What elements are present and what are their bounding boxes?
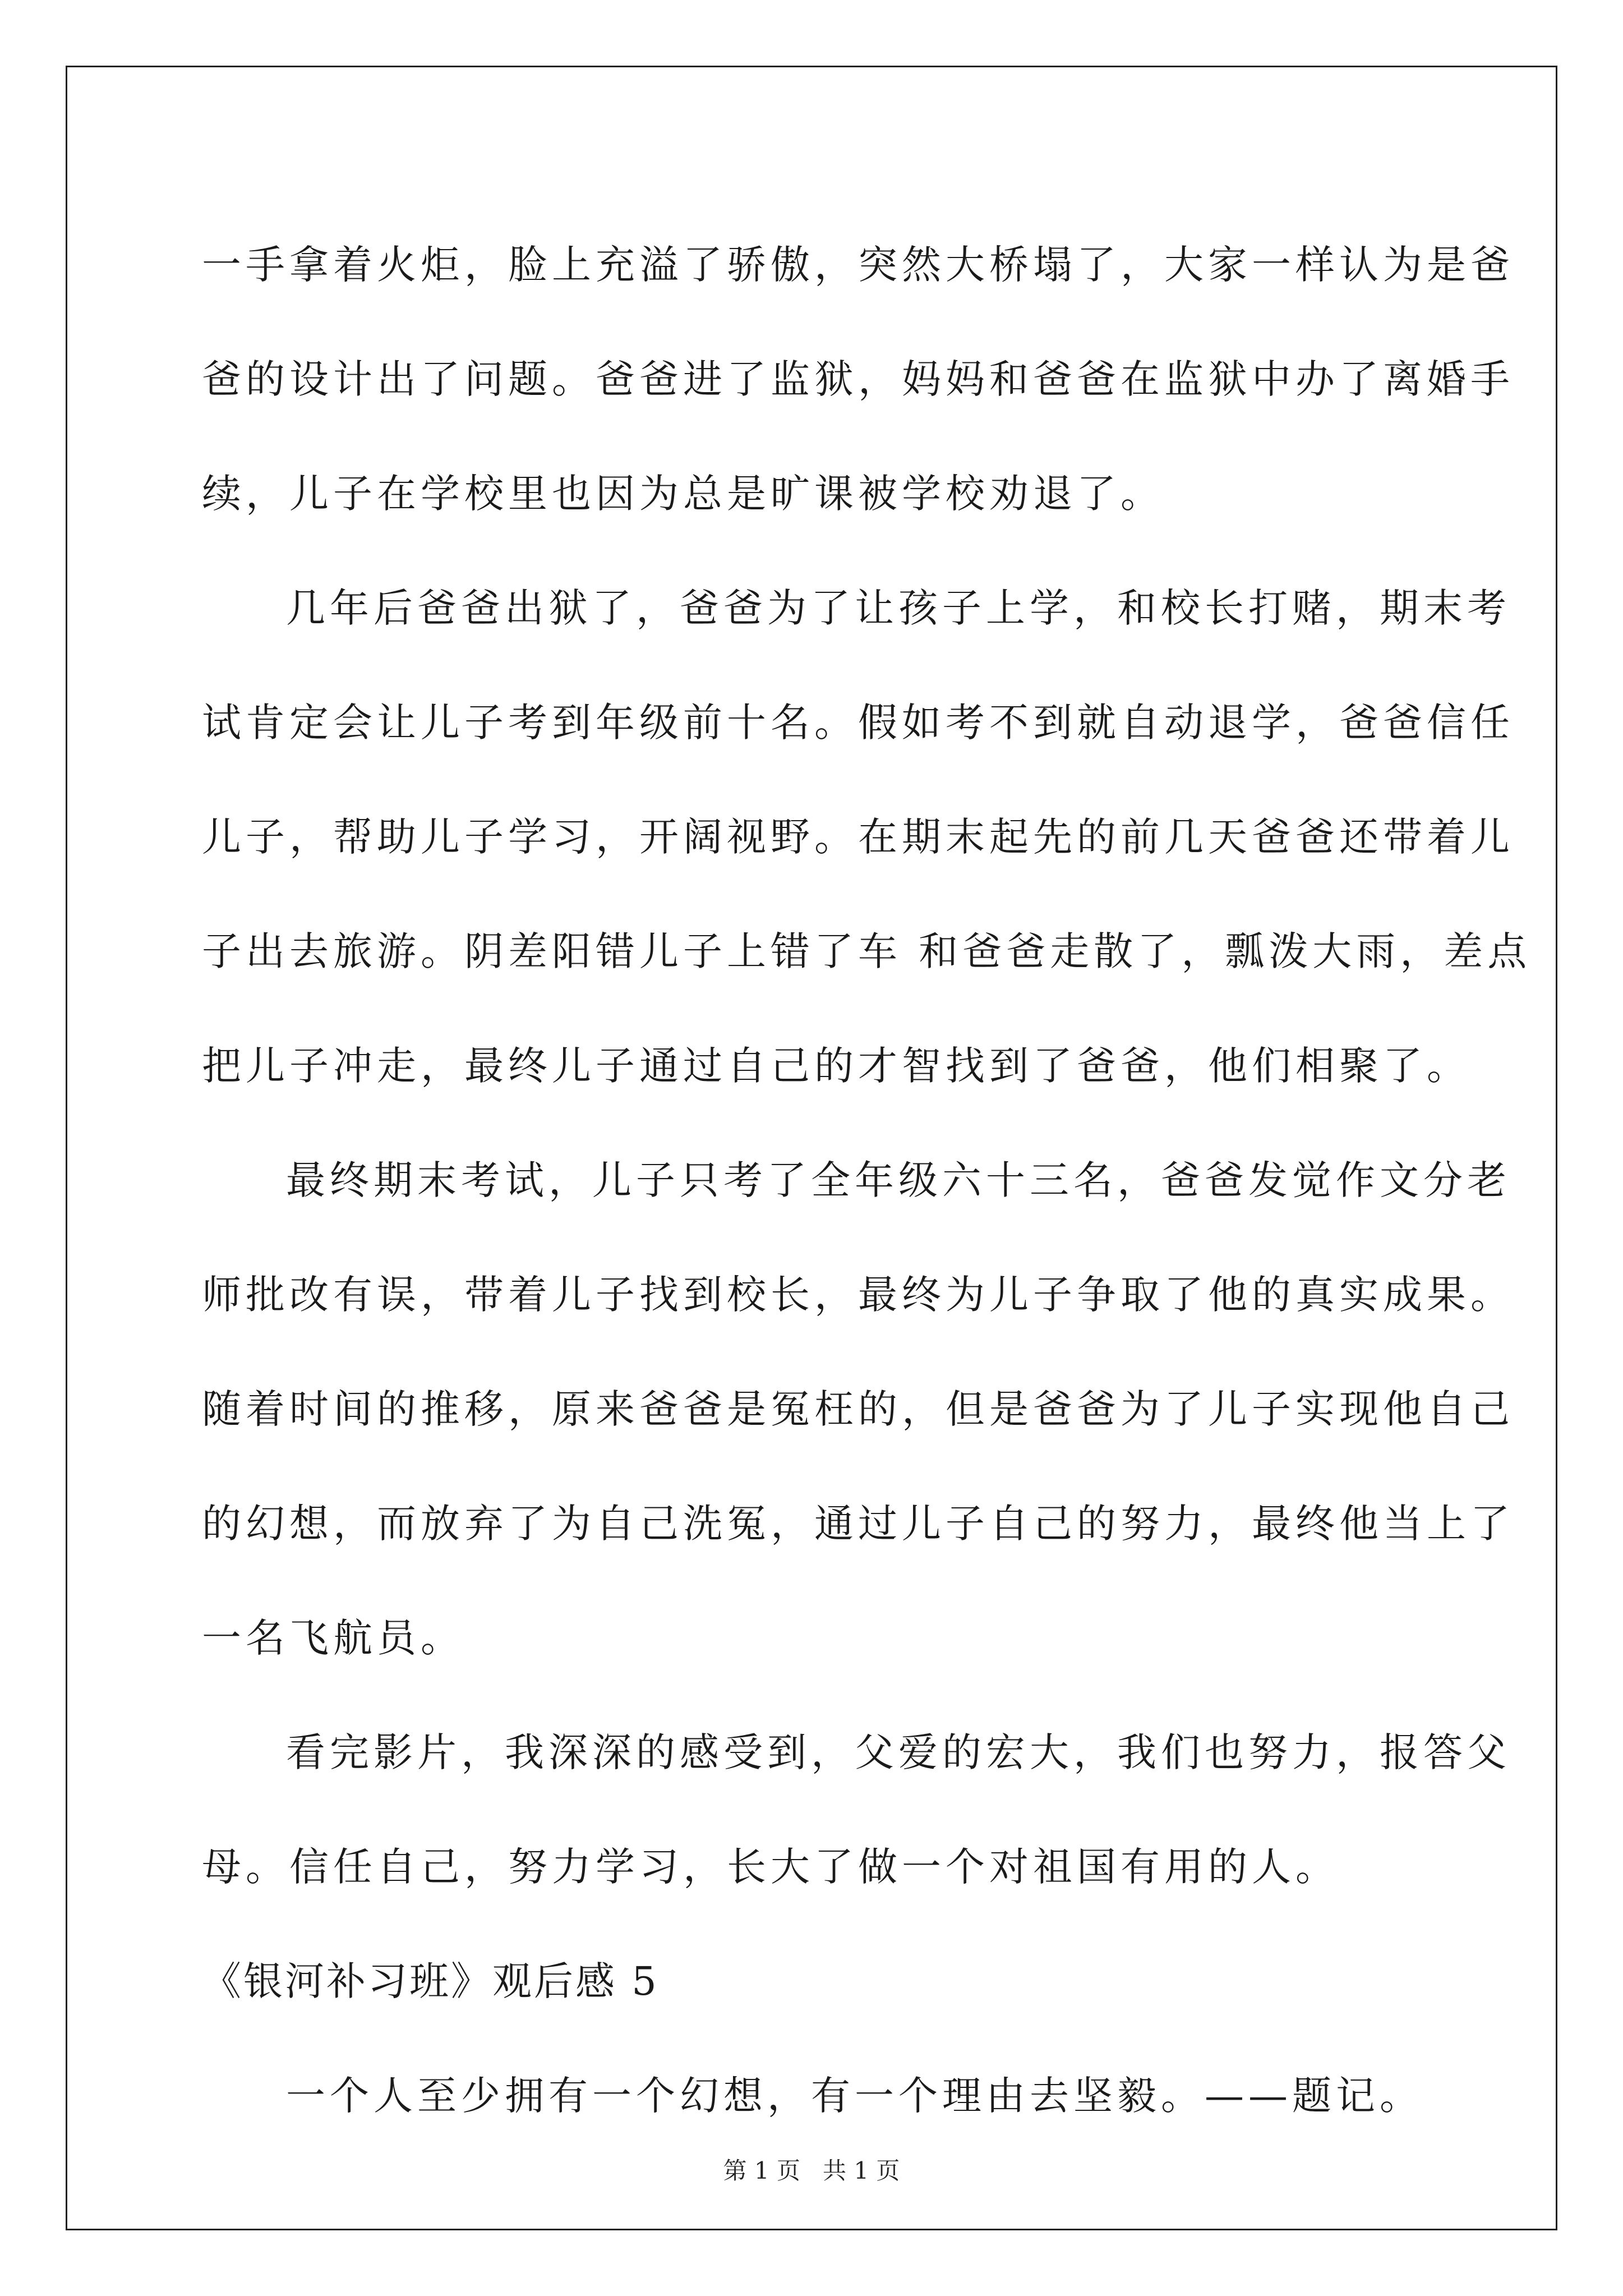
text-line: 试肯定会让儿子考到年级前十名。假如考不到就自动退学，爸爸信任 bbox=[202, 700, 1514, 746]
text-line: 的幻想，而放弃了为自己洗冤，通过儿子自己的努力，最终他当上了 bbox=[202, 1501, 1514, 1547]
section-heading: 《银河补习班》观后感 5 bbox=[202, 1958, 659, 2004]
page-number: 第 1 页 bbox=[723, 2157, 800, 2184]
document-body bbox=[202, 208, 1532, 2153]
text-line: 一名飞航员。 bbox=[202, 1615, 464, 1661]
paragraph-start-line: 最终期末考试，儿子只考了全年级六十三名，爸爸发觉作文分老 bbox=[286, 1157, 1511, 1203]
epigraph-line: 一个人至少拥有一个幻想，有一个理由去坚毅。——题记。 bbox=[286, 2073, 1423, 2119]
text-line: 爸的设计出了问题。爸爸进了监狱，妈妈和爸爸在监狱中办了离婚手 bbox=[202, 356, 1514, 402]
paragraph-start-line: 几年后爸爸出狱了，爸爸为了让孩子上学，和校长打赌，期末考 bbox=[286, 585, 1511, 631]
text-line: 续，儿子在学校里也因为总是旷课被学校劝退了。 bbox=[202, 471, 1164, 517]
text-line: 师批改有误，带着儿子找到校长，最终为儿子争取了他的真实成果。 bbox=[202, 1272, 1514, 1318]
text-line: 一手拿着火炬，脸上充溢了骄傲，突然大桥塌了，大家一样认为是爸 bbox=[202, 242, 1514, 288]
page-footer bbox=[0, 2154, 1623, 2188]
text-line: 母。信任自己，努力学习，长大了做一个对祖国有用的人。 bbox=[202, 1844, 1339, 1890]
page-total: 共 1 页 bbox=[823, 2157, 900, 2184]
text-line: 子出去旅游。阴差阳错儿子上错了车 和爸爸走散了，瓢泼大雨，差点 bbox=[202, 928, 1532, 974]
text-line: 随着时间的推移，原来爸爸是冤枉的，但是爸爸为了儿子实现他自己 bbox=[202, 1386, 1514, 1432]
text-line: 儿子，帮助儿子学习，开阔视野。在期末起先的前几天爸爸还带着儿 bbox=[202, 814, 1514, 860]
paragraph-start-line: 看完影片，我深深的感受到，父爱的宏大，我们也努力，报答父 bbox=[286, 1729, 1511, 1775]
text-line: 把儿子冲走，最终儿子通过自己的才智找到了爸爸，他们相聚了。 bbox=[202, 1043, 1470, 1089]
